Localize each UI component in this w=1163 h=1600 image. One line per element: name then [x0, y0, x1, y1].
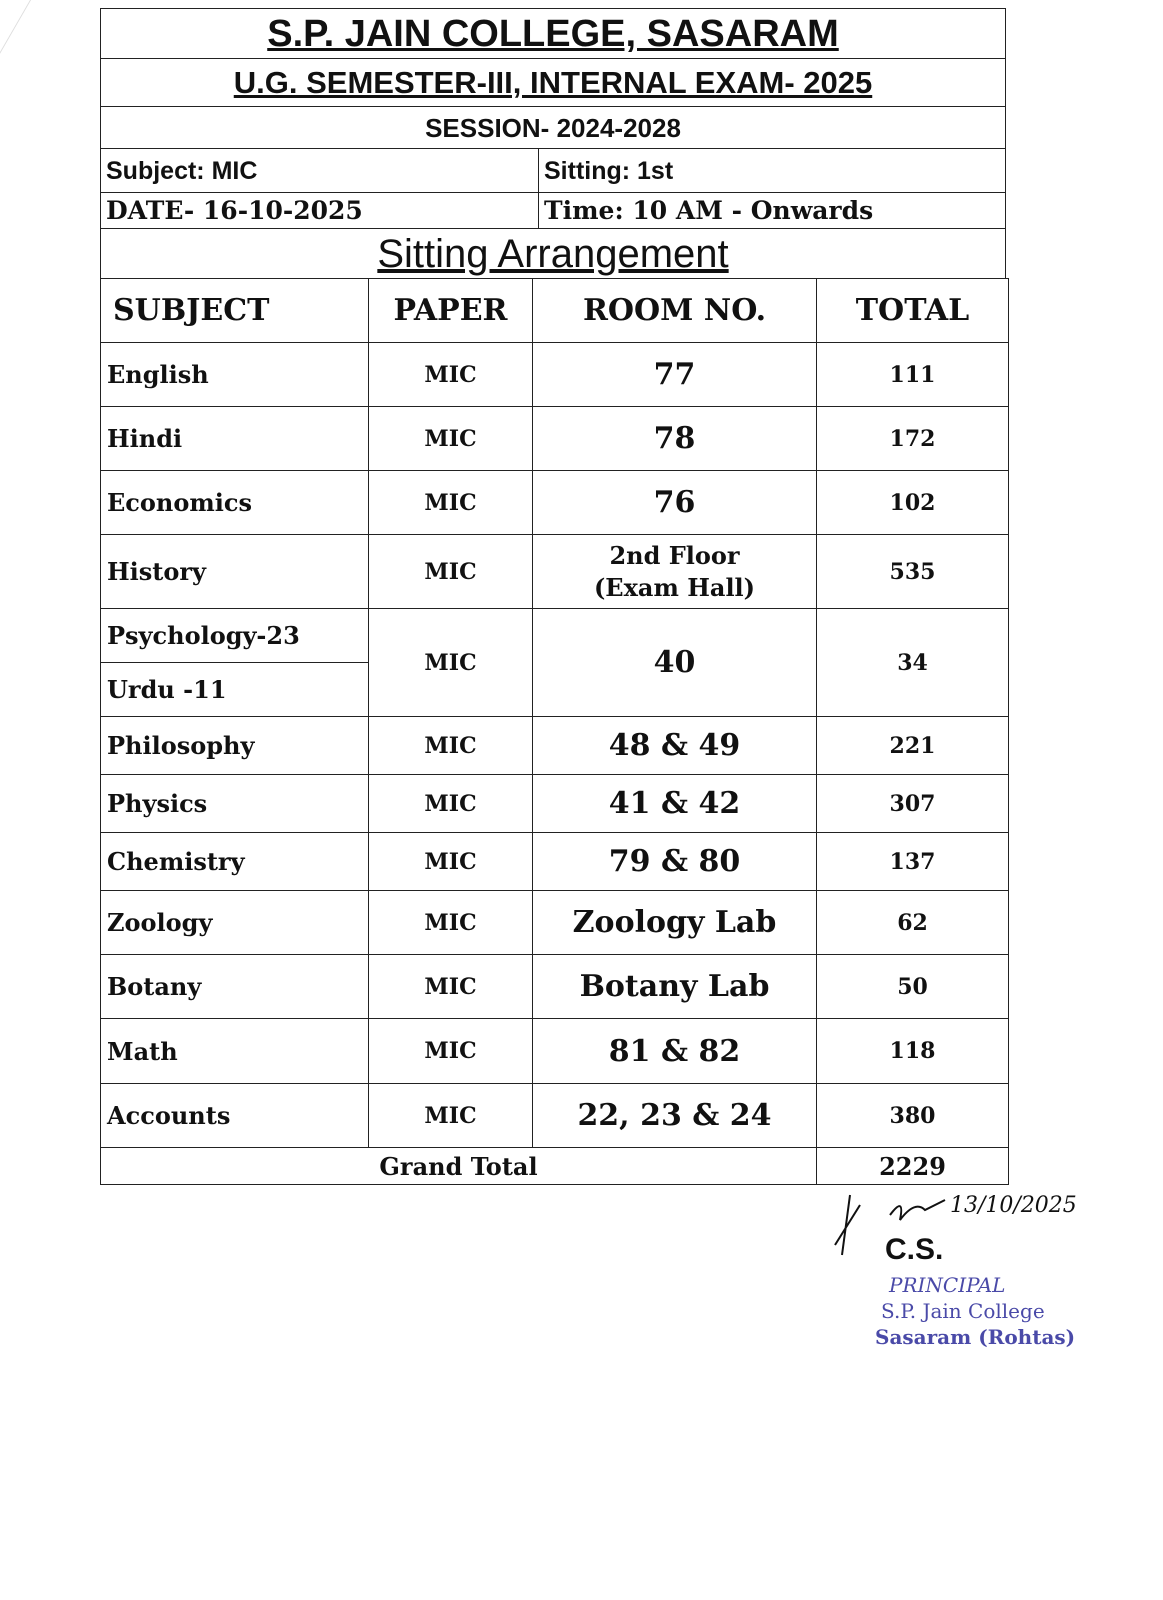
- col-header-total: TOTAL: [817, 279, 1009, 343]
- room-cell: 76: [533, 471, 817, 535]
- session: SESSION- 2024-2028: [100, 106, 1006, 148]
- subject-cell: Philosophy: [101, 717, 369, 775]
- total-cell: 34: [817, 609, 1009, 717]
- paper-cell: MIC: [369, 955, 533, 1019]
- college-name: [100, 8, 1006, 58]
- grand-total-row: [101, 1148, 1009, 1185]
- paper-cell: MIC: [369, 471, 533, 535]
- total-cell: 221: [817, 717, 1009, 775]
- total-cell: 102: [817, 471, 1009, 535]
- total-cell: 380: [817, 1084, 1009, 1148]
- total-cell: 172: [817, 407, 1009, 471]
- signature-date: 13/10/2025: [950, 1193, 1077, 1218]
- subject-cell: Math: [101, 1019, 369, 1084]
- room-cell: 40: [533, 609, 817, 717]
- table-row: [101, 1019, 1009, 1084]
- room-cell: 48 & 49: [533, 717, 817, 775]
- table-row: [101, 471, 1009, 535]
- paper-cell: MIC: [369, 891, 533, 955]
- college-name-text: S.P. JAIN COLLEGE, SASARAM: [267, 13, 839, 55]
- subject-cell: Hindi: [101, 407, 369, 471]
- total-cell: 111: [817, 343, 1009, 407]
- subject-sitting-row: [100, 148, 1006, 192]
- subject-cell: Accounts: [101, 1084, 369, 1148]
- room-line-2: (Exam Hall): [593, 572, 756, 602]
- room-cell: 79 & 80: [533, 833, 817, 891]
- room-cell: 22, 23 & 24: [533, 1084, 817, 1148]
- grand-total-label: Grand Total: [101, 1148, 817, 1185]
- date-label: DATE- 16-10-2025: [101, 193, 539, 228]
- col-header-room: ROOM NO.: [533, 279, 817, 343]
- subject-cell: Physics: [101, 775, 369, 833]
- sitting-label: Sitting: 1st: [544, 157, 674, 185]
- paper-cell: MIC: [369, 343, 533, 407]
- stamp-line-2: S.P. Jain College: [881, 1299, 1045, 1323]
- table-row: [101, 717, 1009, 775]
- subject-cell: Chemistry: [101, 833, 369, 891]
- room-cell: Botany Lab: [533, 955, 817, 1019]
- sitting-arrangement-title: [100, 228, 1006, 278]
- room-cell: [533, 535, 817, 609]
- subject-cell: Economics: [101, 471, 369, 535]
- subject-label: Subject: MIC: [101, 149, 539, 192]
- table-row: [101, 833, 1009, 891]
- sitting-table: [100, 278, 1009, 1185]
- paper-cell: MIC: [369, 1019, 533, 1084]
- paper-cell: MIC: [369, 609, 533, 717]
- paper-cell: MIC: [369, 717, 533, 775]
- table-row: [101, 955, 1009, 1019]
- total-cell: 307: [817, 775, 1009, 833]
- exam-title-text: U.G. SEMESTER-III, INTERNAL EXAM- 2025: [233, 65, 873, 100]
- table-row: [101, 1084, 1009, 1148]
- room-cell: 81 & 82: [533, 1019, 817, 1084]
- paper-cell: MIC: [369, 1084, 533, 1148]
- table-row: [101, 343, 1009, 407]
- paper-cell: MIC: [369, 833, 533, 891]
- room-cell: 78: [533, 407, 817, 471]
- subject-cell: History: [101, 535, 369, 609]
- sitting-arrangement-title-text: Sitting Arrangement: [377, 232, 729, 276]
- paper-cell: MIC: [369, 535, 533, 609]
- table-row: [101, 407, 1009, 471]
- time-label: Time: 10 AM - Onwards: [544, 196, 874, 225]
- subject-cell: Zoology: [101, 891, 369, 955]
- total-cell: 62: [817, 891, 1009, 955]
- subject-cell: Botany: [101, 955, 369, 1019]
- total-cell: 118: [817, 1019, 1009, 1084]
- date-time-row: [100, 192, 1006, 228]
- subject-cell: English: [101, 343, 369, 407]
- exam-title: [100, 58, 1006, 106]
- cs-label: C.S.: [885, 1233, 944, 1266]
- paper-cell: MIC: [369, 775, 533, 833]
- stamp-line-1: PRINCIPAL: [889, 1273, 1006, 1297]
- room-cell: 77: [533, 343, 817, 407]
- room-line-1: 2nd Floor: [609, 541, 740, 571]
- stamp-line-3: Sasaram (Rohtas): [875, 1325, 1076, 1349]
- room-cell: 41 & 42: [533, 775, 817, 833]
- col-header-subject: SUBJECT: [101, 279, 369, 343]
- subject-cell: Urdu -11: [101, 663, 369, 717]
- subject-cell: Psychology-23: [101, 609, 369, 663]
- table-row: [101, 535, 1009, 609]
- grand-total-value: 2229: [817, 1148, 1009, 1185]
- table-row: [101, 775, 1009, 833]
- table-row: [101, 891, 1009, 955]
- total-cell: 137: [817, 833, 1009, 891]
- col-header-paper: PAPER: [369, 279, 533, 343]
- total-cell: 50: [817, 955, 1009, 1019]
- total-cell: 535: [817, 535, 1009, 609]
- table-row: [101, 609, 1009, 663]
- room-cell: Zoology Lab: [533, 891, 817, 955]
- paper-cell: MIC: [369, 407, 533, 471]
- principal-stamp: [875, 1272, 1075, 1350]
- table-header-row: [101, 279, 1009, 343]
